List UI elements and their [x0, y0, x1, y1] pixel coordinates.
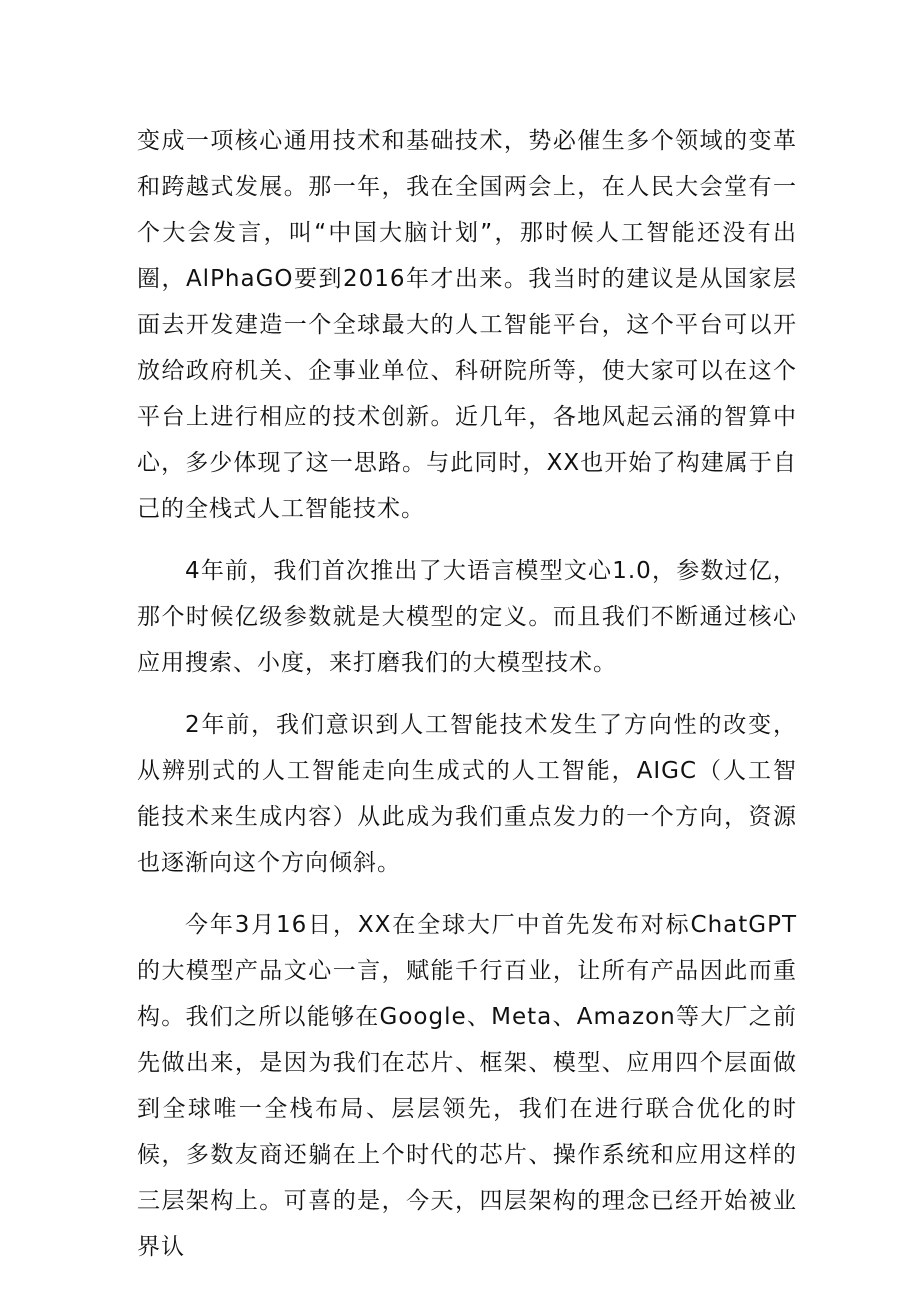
paragraph-3: 2年前，我们意识到人工智能技术发生了方向性的改变，从辨别式的人工智能走向生成式的人工智能，AIGC（人工智能技术来生成内容）从此成为我们重点发力的一个方向，资源也逐渐向这个方向倾斜。: [137, 712, 797, 876]
paragraph-1: 变成一项核心通用技术和基础技术，势必催生多个领域的变革和跨越式发展。那一年，我在全国两会上，在人民大会堂有一个大会发言，叫“中国大脑计划”，那时候人工智能还没有出圈，AlPhaGO要到2016年才出来。我当时的建议是从国家层面去开发建造一个全球最大的人工智能平台，这个平台可以开放给政府机关、企事业单位、科研院所等，使大家可以在这个平台上进行相应的技术创新。近几年，各地风起云涌的智算中心，多少体现了这一思路。与此同时，XX也开始了构建属于自己的全栈式人工智能技术。: [137, 128, 797, 522]
paragraph-4: 今年3月16日，XX在全球大厂中首先发布对标ChatGPT的大模型产品文心一言，赋能千行百业，让所有产品因此而重构。我们之所以能够在Google、Meta、Amazon等大厂之前先做出来，是因为我们在芯片、框架、模型、应用四个层面做到全球唯一全栈布局、层层领先，我们在进行联合优化的时候，多数友商还躺在上个时代的芯片、操作系统和应用这样的三层架构上。可喜的是，今天，四层架构的理念已经开始被业界认: [137, 912, 797, 1260]
document-body: [137, 118, 797, 1270]
paragraph-2: 4年前，我们首次推出了大语言模型文心1.0，参数过亿，那个时候亿级参数就是大模型的定义。而且我们不断通过核心应用搜索、小度，来打磨我们的大模型技术。: [137, 558, 797, 676]
